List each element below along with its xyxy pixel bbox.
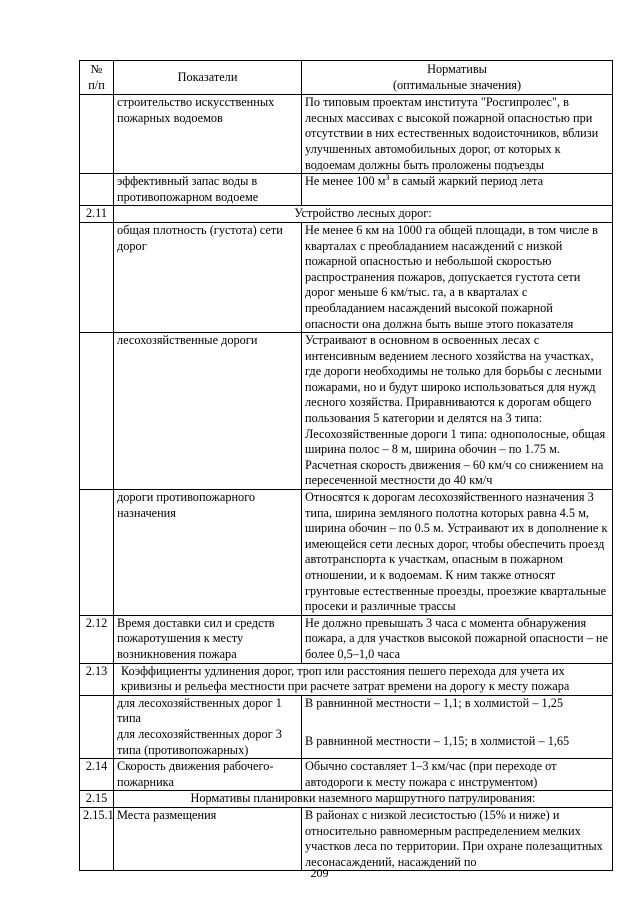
- row-indicator: Места размещения: [114, 807, 302, 870]
- row-number: 2.14: [80, 759, 114, 791]
- document-page: [79, 60, 612, 871]
- row-indicator: Скорость движения рабочего-пожарника: [114, 759, 302, 791]
- row-indicator: лесохозяйственные дороги: [114, 333, 302, 490]
- row-indicator: строительство искусственных пожарных водоемов: [114, 95, 302, 174]
- header-norms: Нормативы (оптимальные значения): [302, 61, 613, 95]
- section-title: Устройство лесных дорог:: [114, 206, 613, 223]
- row-number: 2.12: [80, 615, 114, 663]
- row-norm: Не менее 6 км на 1000 га общей площади, в том числе в кварталах с преобладанием насаждений с низкой пожарной опасностью и небольшой скоростью распространения пожаров, допускается густота сети дорог меньше 6 км/тыс. га, а в кварталах с преобладанием насаждений высокой пожарной опасности она должна быть выше этого показателя: [302, 222, 613, 332]
- table-row: [80, 222, 613, 332]
- row-number: [80, 695, 114, 758]
- row-number: [80, 222, 114, 332]
- row-norm: В равнинной местности – 1,1; в холмистой – 1,25 В равнинной местности – 1,15; в холмистой – 1,65: [302, 695, 613, 758]
- row-indicator: дороги противопожарного назначения: [114, 490, 302, 616]
- row-norm: В районах с низкой лесистостью (15% и ниже) и относительно равномерным распределением мелких участков леса по территории. При охране полезащитных лесонасаждений, насаждений по: [302, 807, 613, 870]
- table-header-row: [80, 61, 613, 95]
- table-row: [80, 95, 613, 174]
- row-indicator: эффективный запас воды в противопожарном водоеме: [114, 174, 302, 206]
- header-indicators: Показатели: [114, 61, 302, 95]
- section-row: [80, 791, 613, 808]
- section-number: 2.11: [80, 206, 114, 223]
- row-norm: Не менее 100 $м^3$ в самый жаркий период лета: [302, 174, 613, 206]
- section-row: [80, 206, 613, 223]
- row-number: [80, 174, 114, 206]
- row-indicator: Время доставки сил и средств пожаротушения к месту возникновения пожара: [114, 615, 302, 663]
- section-row: [80, 663, 613, 695]
- row-number: [80, 490, 114, 616]
- section-title: Коэффициенты удлинения дорог, троп или расстояния пешего перехода для учета их кривизны и рельефа местности при расчете затрат времени на дорогу к месту пожара: [114, 663, 613, 695]
- table-row: [80, 174, 613, 206]
- table-row: [80, 490, 613, 616]
- section-number: 2.13: [80, 663, 114, 695]
- table-row: [80, 333, 613, 490]
- row-norm: Не должно превышать 3 часа с момента обнаружения пожара, а для участков высокой пожарной опасности – не более 0,5–1,0 часа: [302, 615, 613, 663]
- norms-table: [79, 60, 613, 871]
- table-row: [80, 759, 613, 791]
- table-row: [80, 807, 613, 870]
- section-number: 2.15: [80, 791, 114, 808]
- section-title: Нормативы планировки наземного маршрутного патрулирования:: [114, 791, 613, 808]
- row-indicator: общая плотность (густота) сети дорог: [114, 222, 302, 332]
- row-number: 2.15.1: [80, 807, 114, 870]
- row-indicator: для лесохозяйственных дорог 1 типа для лесохозяйственных дорог 3 типа (противопожарных): [114, 695, 302, 758]
- row-norm: Относятся к дорогам лесохозяйственного назначения 3 типа, ширина земляного полотна которых равна 4.5 м, ширина обочин – по 0.5 м. Устраивают их в дополнение к имеющейся сети лесных дорог, чтобы обеспечить проезд автотранспорта к участкам, опасным в пожарном отношении, и к водоемам. К ним также относят грунтовые естественные проезды, проезжие квартальные просеки и различные трассы: [302, 490, 613, 616]
- header-number: № п/п: [80, 61, 114, 95]
- table-row: [80, 695, 613, 758]
- row-norm: По типовым проектам института "Росгипролес", в лесных массивах с высокой пожарной опасностью при отсутствии в них естественных водоисточников, вблизи улучшенных автомобильных дорог, от которых к водоемам должны быть проложены подъезды: [302, 95, 613, 174]
- row-number: [80, 333, 114, 490]
- row-norm: Устраивают в основном в освоенных лесах с интенсивным ведением лесного хозяйства на участках, где дороги необходимы не только для борьбы с лесными пожарами, но и будут широко использоваться для нужд лесного хозяйства. Приравниваются к дорогам общего пользования 5 категории и делятся на 3 типа: Лесохозяйственные дороги 1 типа: однополосные, общая ширина полос – 8 м, ширина обочин – по 1.75 м. Расчетная скорость движения – 60 км/ч со снижением на пересеченной местности до 40 км/ч: [302, 333, 613, 490]
- row-norm: Обычно составляет 1–3 км/час (при переходе от автодороги к месту пожара с инструментом): [302, 759, 613, 791]
- page-number: 209: [310, 866, 329, 880]
- row-number: [80, 95, 114, 174]
- table-row: [80, 615, 613, 663]
